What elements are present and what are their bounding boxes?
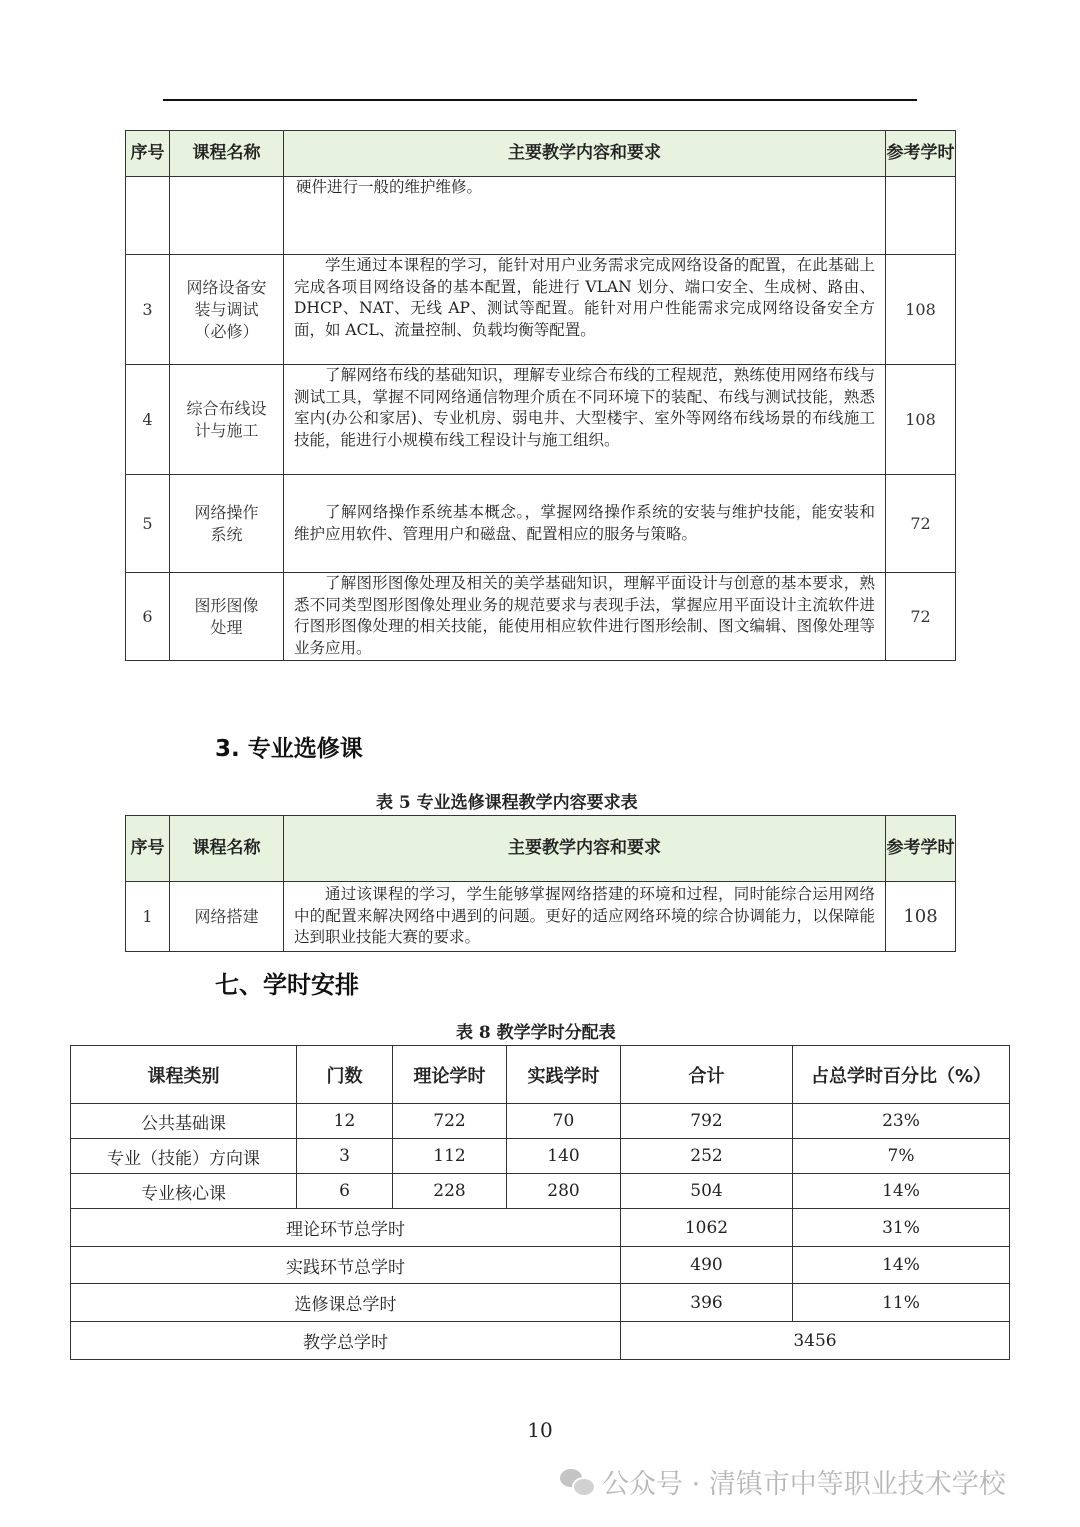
summary-row [71, 1209, 1010, 1247]
table-row [126, 573, 956, 661]
header-course-name: 课程名称 [170, 131, 284, 177]
cell-count: 3 [297, 1139, 393, 1174]
row-seq: 6 [126, 573, 170, 661]
wechat-icon [560, 1467, 594, 1497]
cell-category: 专业（技能）方向课 [71, 1139, 297, 1174]
header-content: 主要教学内容和要求 [284, 131, 886, 177]
table-row [126, 475, 956, 573]
table8-caption: 表 8 教学学时分配表 [456, 1023, 616, 1043]
table-row [71, 1139, 1010, 1174]
header-seq: 序号 [126, 816, 170, 882]
summary-total: 396 [621, 1284, 793, 1322]
watermark [560, 1462, 1006, 1501]
section-title-hours: 七、学时安排 [215, 971, 359, 999]
row-content [284, 177, 886, 255]
page-number: 10 [527, 1418, 553, 1442]
row-course-name [170, 177, 284, 255]
header-rule [163, 99, 917, 101]
row-course-name: 图形图像处理 [170, 573, 284, 661]
header-total: 合计 [621, 1046, 793, 1104]
cell-theory: 112 [393, 1139, 507, 1174]
cell-practice: 140 [507, 1139, 621, 1174]
row-content-text: 了解网络布线的基础知识，理解专业综合布线的工程规范，熟练使用网络布线与测试工具，掌握不同网络通信物理介质在不同环境下的装配、布线与测试技能，熟悉室内(办公和家居)、专业机房、弱电井、大型楼宇、室外等网络布线场景的布线施工技能，能进行小规模布线工程设计与施工组织。 [294, 366, 875, 449]
row-content-text: 通过该课程的学习，学生能够掌握网络搭建的环境和过程，同时能综合运用网络中的配置来解决网络中遇到的问题。更好的适应网络环境的综合协调能力，以保障能达到职业技能大赛的要求。 [294, 885, 875, 947]
row-hours: 72 [886, 573, 956, 661]
summary-label: 理论环节总学时 [71, 1209, 621, 1247]
header-hours: 参考学时 [886, 131, 956, 177]
table-row [126, 365, 956, 475]
cell-percentage: 23% [793, 1104, 1010, 1139]
row-content [284, 882, 886, 952]
cell-total: 792 [621, 1104, 793, 1139]
grand-total-label: 教学总学时 [71, 1322, 621, 1360]
core-course-table [125, 130, 956, 661]
row-content-text: 了解图形图像处理及相关的美学基础知识，理解平面设计与创意的基本要求，熟悉不同类型图形图像处理业务的规范要求与表现手法，掌握应用平面设计主流软件进行图形图像处理的相关技能，能使用相应软件进行图形绘制、图文编辑、图像处理等业务应用。 [294, 574, 875, 657]
header-theory: 理论学时 [393, 1046, 507, 1104]
watermark-text: 公众号 · 清镇市中等职业技术学校 [602, 1469, 1006, 1500]
summary-percentage: 31% [793, 1209, 1010, 1247]
header-practice: 实践学时 [507, 1046, 621, 1104]
row-hours: 108 [886, 882, 956, 952]
row-seq: 1 [126, 882, 170, 952]
summary-row [71, 1247, 1010, 1284]
row-content [284, 573, 886, 661]
header-seq: 序号 [126, 131, 170, 177]
row-course-name: 网络操作系统 [170, 475, 284, 573]
summary-label: 实践环节总学时 [71, 1247, 621, 1284]
header-content: 主要教学内容和要求 [284, 816, 886, 882]
grand-total-value: 3456 [621, 1322, 1010, 1360]
summary-total: 1062 [621, 1209, 793, 1247]
section-title-electives: 3. 专业选修课 [215, 736, 363, 762]
row-content [284, 365, 886, 475]
row-seq: 4 [126, 365, 170, 475]
grand-total-row [71, 1322, 1010, 1360]
row-seq: 3 [126, 255, 170, 365]
cell-category: 公共基础课 [71, 1104, 297, 1139]
row-course-name: 网络设备安装与调试（必修） [170, 255, 284, 365]
cell-count: 6 [297, 1174, 393, 1209]
cell-total: 252 [621, 1139, 793, 1174]
cell-theory: 722 [393, 1104, 507, 1139]
row-content-text: 学生通过本课程的学习，能针对用户业务需求完成网络设备的配置，在此基础上完成各项目网络设备的基本配置，能进行 VLAN 划分、端口安全、生成树、路由、DHCP、NAT、无线 AP、测试等配置。能针对用户性能需求完成网络设备安全方面，如 ACL、流量控制、负载均衡等配置。 [294, 256, 875, 339]
table-row [126, 255, 956, 365]
header-hours: 参考学时 [886, 816, 956, 882]
table-row [126, 177, 956, 255]
summary-percentage: 11% [793, 1284, 1010, 1322]
row-course-name: 网络搭建 [170, 882, 284, 952]
row-content-text: 硬件进行一般的维护维修。 [296, 178, 483, 196]
row-hours: 108 [886, 365, 956, 475]
table-row [71, 1174, 1010, 1209]
row-content [284, 475, 886, 573]
summary-row [71, 1284, 1010, 1322]
table-row [126, 882, 956, 952]
hours-allocation-table [70, 1045, 1010, 1360]
cell-category: 专业核心课 [71, 1174, 297, 1209]
cell-theory: 228 [393, 1174, 507, 1209]
summary-percentage: 14% [793, 1247, 1010, 1284]
table-row [71, 1104, 1010, 1139]
row-hours: 108 [886, 255, 956, 365]
cell-count: 12 [297, 1104, 393, 1139]
cell-practice: 280 [507, 1174, 621, 1209]
row-course-name: 综合布线设计与施工 [170, 365, 284, 475]
row-hours: 72 [886, 475, 956, 573]
header-category: 课程类别 [71, 1046, 297, 1104]
row-content-text: 了解网络操作系统基本概念。，掌握网络操作系统的安装与维护技能，能安装和维护应用软件、管理用户和磁盘、配置相应的服务与策略。 [294, 503, 875, 543]
cell-percentage: 7% [793, 1139, 1010, 1174]
row-seq: 5 [126, 475, 170, 573]
row-hours [886, 177, 956, 255]
table-header-row [126, 816, 956, 882]
row-seq [126, 177, 170, 255]
table5-caption: 表 5 专业选修课程教学内容要求表 [376, 793, 638, 813]
header-percentage: 占总学时百分比（%） [793, 1046, 1010, 1104]
cell-total: 504 [621, 1174, 793, 1209]
cell-percentage: 14% [793, 1174, 1010, 1209]
summary-label: 选修课总学时 [71, 1284, 621, 1322]
elective-course-table [125, 815, 956, 952]
cell-practice: 70 [507, 1104, 621, 1139]
summary-total: 490 [621, 1247, 793, 1284]
table-header-row [126, 131, 956, 177]
row-content [284, 255, 886, 365]
header-count: 门数 [297, 1046, 393, 1104]
table-header-row [71, 1046, 1010, 1104]
header-course-name: 课程名称 [170, 816, 284, 882]
